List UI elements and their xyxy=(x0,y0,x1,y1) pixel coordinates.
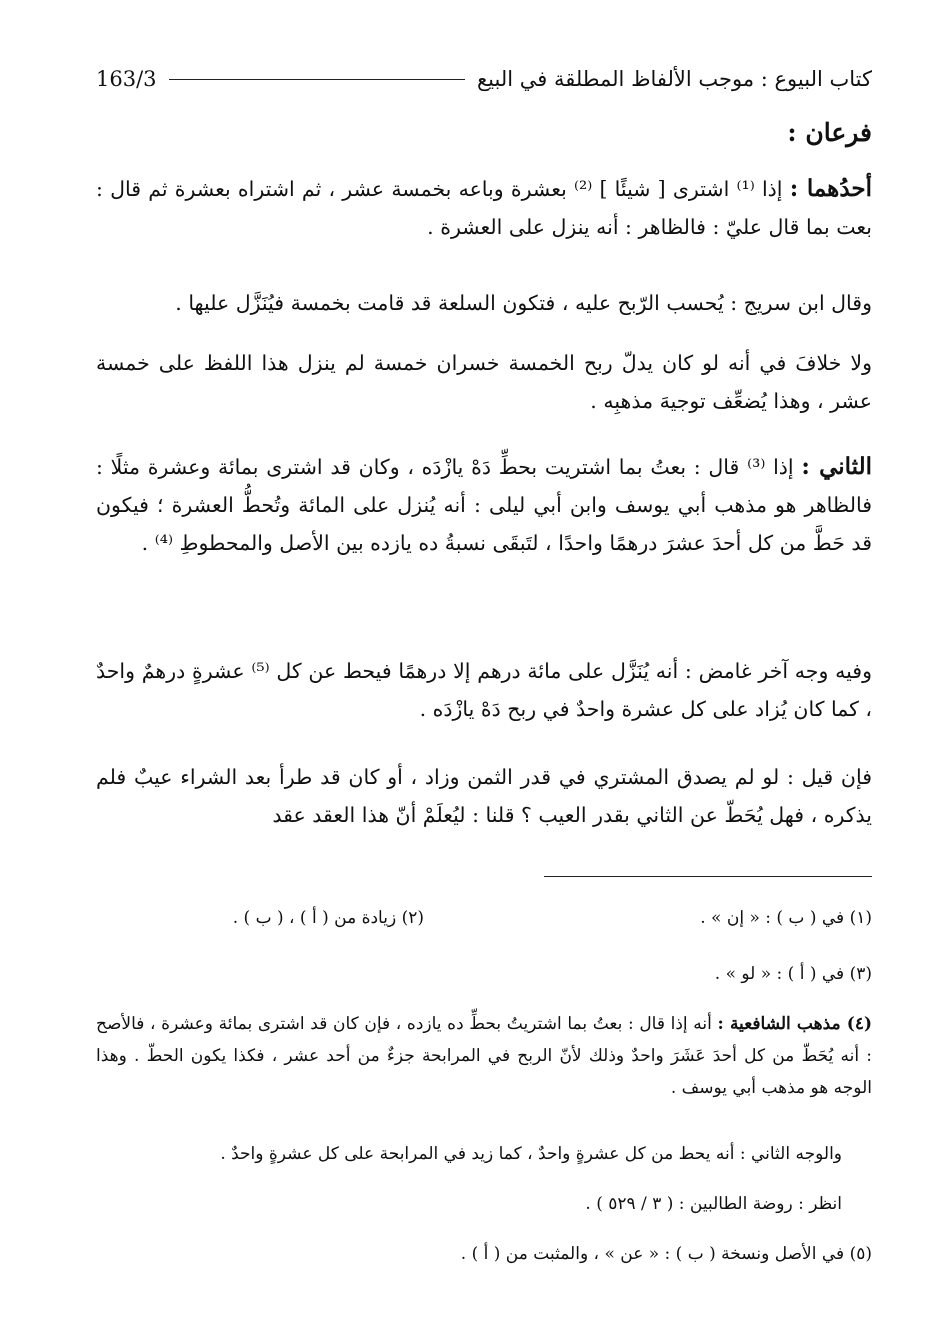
footnote-separator xyxy=(544,876,872,877)
page-number: 163/3 xyxy=(96,67,157,91)
paragraph-text: إذا ⁽¹⁾ اشترى [ شيئًا ] ⁽²⁾ بعشرة وباعه بخمسة عشر ، ثم اشتراه بعشرة ثم قال : بعت بما قال عليّ : فالظاهر : أنه ينزل على العشرة . xyxy=(96,177,872,239)
footnote-4-second-view: والوجه الثاني : أنه يحط من كل عشرةٍ واحدٌ ، كما زيد في المرابحة على كل عشرةٍ واحدٌ . xyxy=(220,1144,842,1164)
paragraph-text: وفيه وجه آخر غامض : أنه يُنَزَّل على مائة درهم إلا درهمًا فيحط عن كل ⁽⁵⁾ عشرةٍ درهمٌ واحدٌ ، كما كان يُزاد على كل عشرة واحدٌ في ربح دَهْ يازْدَه . xyxy=(96,659,872,721)
paragraph-lead: الثاني : xyxy=(801,453,872,480)
paragraph-text: فإن قيل : لو لم يصدق المشتري في قدر الثمن وزاد ، أو كان قد طرأ بعد الشراء عيبٌ فلم يذكره ، فهل يُحَطّ عن الثاني بقدر العيب ؟ قلنا : ليُعلَمْ أنّ هذا العقد عقد xyxy=(96,765,872,827)
header-rule xyxy=(169,79,465,80)
paragraph-objection xyxy=(96,758,872,834)
footnote-3: (٣) في ( أ ) : « لو » . xyxy=(714,964,872,984)
footnote-1: (١) في ( ب ) : « إن » . xyxy=(700,908,872,928)
footnote-5: (٥) في الأصل ونسخة ( ب ) : « عن » ، والمثبت من ( أ ) . xyxy=(460,1244,872,1264)
paragraph-second-branch xyxy=(96,448,872,562)
footnote-row-1-2 xyxy=(96,908,872,940)
running-header xyxy=(96,62,872,96)
paragraph-no-dispute xyxy=(96,344,872,420)
footnote-4-reference: انظر : روضة الطالبين : ( ٣ / ٥٢٩ ) . xyxy=(585,1194,842,1214)
paragraph-text: إذا ⁽³⁾ قال : بعتُ بما اشتريت بحطِّ دَهْ يازْدَه ، وكان قد اشترى بمائة وعشرة مثلًا : فالظاهر هو مذهب أبي يوسف وابن أبي ليلى : أنه يُنزل على المائة وتُحطُّ العشرة ؛ فيكون قد حَطَّ من كل أحدَ عشرَ درهمًا واحدًا ، لتَبقَى نسبةُ ده يازده بين الأصل والمحطوطِ ⁽⁴⁾ . xyxy=(96,455,872,555)
paragraph-text: ولا خلافَ في أنه لو كان يدلّ ربح الخمسة خسران خمسة لم ينزل هذا اللفظ على خمسة عشر ، وهذا يُضعِّف توجيهَ مذهبِه . xyxy=(96,351,872,413)
footnote-2: (٢) زيادة من ( أ ) ، ( ب ) . xyxy=(232,908,424,928)
paragraph-first-branch xyxy=(96,170,872,246)
footnote-4-text: أنه إذا قال : بعتُ بما اشتريتُ بحطِّ ده يازده ، فإن كان قد اشترى بمائة وعشرة ، فالأصح : أنه يُحَطّ من كل أحدَ عَشَرَ واحدٌ وذلك لأنّ الربح في المرابحة جزءٌ من أحد عشر ، فكذا يكون الحطّ . وهذا الوجه هو مذهب أبي يوسف . xyxy=(96,1014,872,1098)
paragraph-ibn-surayj xyxy=(96,284,872,322)
paragraph-other-view xyxy=(96,652,872,728)
header-title: كتاب البيوع : موجب الألفاظ المطلقة في البيع xyxy=(476,67,872,91)
paragraph-text: وقال ابن سريج : يُحسب الرّبح عليه ، فتكون السلعة قد قامت بخمسة فيُنَزَّل عليها . xyxy=(175,291,872,315)
section-title: فرعان : xyxy=(787,118,872,147)
book-page xyxy=(96,0,872,1335)
footnote-4 xyxy=(96,1008,872,1104)
paragraph-lead: أحدُهما : xyxy=(789,175,872,202)
footnote-4-label: (٤) مذهب الشافعية : xyxy=(717,1014,872,1034)
